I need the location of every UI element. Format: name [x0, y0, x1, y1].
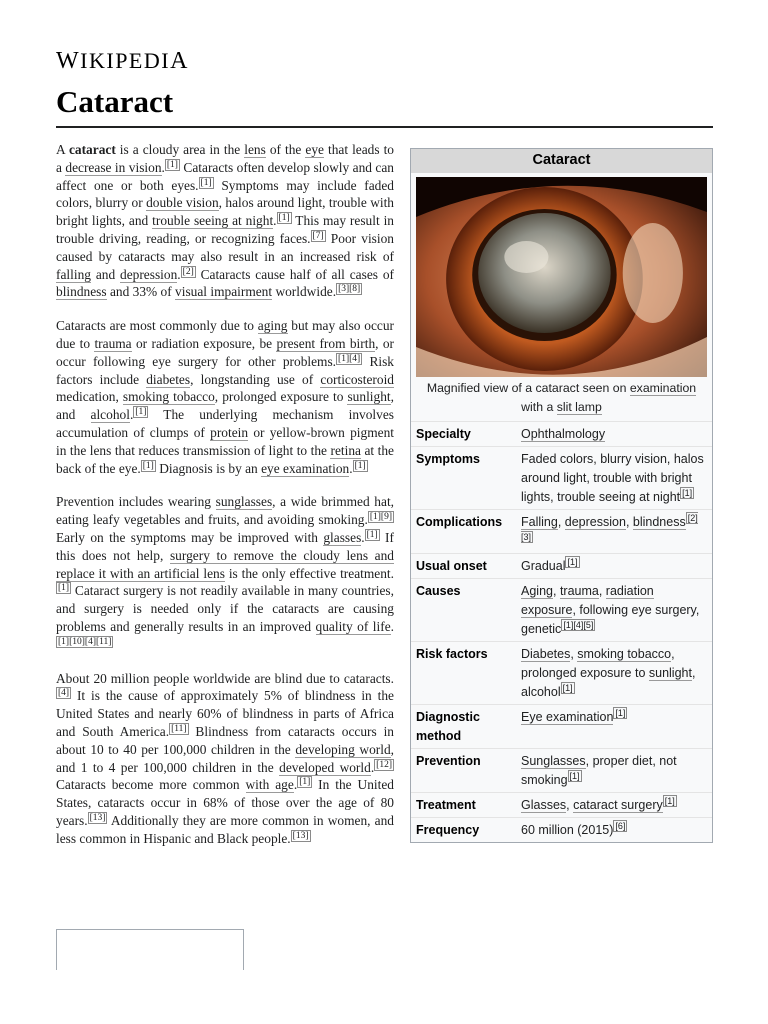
citation-ref[interactable]: [1] — [142, 460, 154, 471]
link-with-age[interactable]: with age — [245, 777, 294, 793]
citation-ref[interactable]: [1] — [562, 683, 573, 693]
text: , a wide brimmed hat, eating leafy vegetables and fruits, and avoiding smoking. — [56, 494, 395, 528]
link-alcohol[interactable]: alcohol — [90, 407, 130, 423]
text: Cataracts cause half of all cases of — [195, 266, 394, 282]
link-diabetes[interactable]: Diabetes — [521, 647, 571, 661]
text: . — [293, 777, 298, 793]
value-text: , following eye surgery, genetic — [521, 603, 700, 636]
text: If this does not help, — [56, 529, 394, 563]
citation-ref[interactable]: [2][3] — [521, 513, 698, 542]
value-separator: , — [598, 584, 606, 598]
value-text: , proper diet, not smoking — [521, 754, 677, 787]
link-depression[interactable]: depression — [564, 515, 626, 529]
text: . — [177, 266, 181, 282]
text: A — [56, 142, 69, 157]
link-blindness[interactable]: blindness — [632, 515, 686, 529]
logo-letter: A — [170, 48, 189, 74]
text: , prolonged exposure to — [214, 389, 348, 405]
citation-ref[interactable]: [1] — [567, 557, 578, 567]
citation-ref[interactable]: [1][9] — [369, 512, 392, 523]
text: . — [390, 618, 394, 634]
link-trauma[interactable]: trauma — [94, 335, 132, 351]
infobox-label: Complications — [416, 515, 503, 529]
infobox-row-treatment — [411, 792, 712, 817]
text: and — [90, 266, 121, 282]
infobox-row-symptoms — [411, 446, 712, 509]
citation-ref[interactable]: [7] — [312, 230, 324, 241]
infobox-value — [521, 752, 708, 790]
link-trouble-seeing-at-night[interactable]: trouble seeing at night — [152, 213, 274, 229]
citation-ref[interactable]: [1] — [135, 407, 147, 418]
link-corticosteroid[interactable]: corticosteroid — [320, 371, 394, 387]
citation-ref[interactable]: [6] — [615, 821, 626, 831]
text: Prevention includes wearing — [56, 494, 216, 510]
citation-ref[interactable]: [1][4] — [338, 353, 361, 364]
value-text: 60 million (2015) — [521, 823, 614, 837]
text: . — [129, 407, 134, 423]
citation-ref[interactable]: [13] — [292, 830, 309, 841]
infobox-label: Symptoms — [416, 452, 480, 466]
link-retina[interactable]: retina — [330, 442, 361, 458]
citation-ref[interactable]: [1] — [166, 159, 178, 170]
text: . — [273, 213, 277, 229]
infobox-label: Specialty — [416, 427, 471, 441]
link-protein[interactable]: protein — [210, 424, 249, 440]
link-glasses[interactable]: Glasses — [521, 798, 567, 812]
caption-text: with a — [521, 400, 557, 414]
link-double-vision[interactable]: double vision — [146, 195, 219, 211]
link-falling[interactable]: Falling — [521, 515, 558, 529]
logo-letter: W — [56, 48, 81, 74]
infobox-label: Usual onset — [416, 559, 487, 573]
link-sunlight[interactable]: sunlight — [648, 666, 692, 680]
link-decrease-in-vision[interactable]: decrease in vision — [65, 159, 162, 175]
link-lens[interactable]: lens — [244, 142, 266, 157]
text: and 33% of — [106, 284, 176, 300]
infobox-value — [521, 708, 708, 746]
text: or yellow-brown pigment in the lens that reduces transmission of light to the — [56, 424, 394, 458]
link-glasses[interactable]: glasses — [323, 529, 362, 545]
link-blindness[interactable]: blindness — [56, 284, 107, 300]
page-title: Cataract — [56, 84, 174, 119]
link-trauma[interactable]: trauma — [559, 584, 599, 598]
text: In the United States, cataracts occur in 68% of those over the age of 80 years. — [56, 777, 394, 828]
text: Symptoms may include faded colors, blurry or — [56, 177, 394, 211]
link-depression[interactable]: depression — [120, 266, 178, 282]
infobox-value — [521, 645, 708, 702]
text: Cataracts are most commonly due to — [56, 318, 258, 334]
link-examination[interactable]: examination — [629, 381, 697, 395]
link-aging[interactable]: aging — [257, 318, 288, 334]
citation-ref[interactable]: [1] — [682, 488, 693, 498]
infobox-label: Risk factors — [416, 647, 488, 661]
infobox — [410, 148, 713, 843]
text: Early on the symptoms may be improved with — [56, 529, 324, 545]
citation-ref[interactable]: [13] — [89, 812, 106, 823]
cataract-eye-image[interactable] — [416, 177, 707, 377]
link-eye-examination[interactable]: eye examination — [261, 460, 350, 476]
link-developing-world[interactable]: developing world — [295, 741, 391, 757]
text: medication, — [56, 389, 123, 405]
link-falling[interactable]: falling — [56, 266, 91, 282]
link-visual-impairment[interactable]: visual impairment — [175, 284, 273, 300]
infobox-row-causes — [411, 578, 712, 641]
infobox-value — [521, 557, 708, 576]
citation-ref[interactable]: [1] — [354, 460, 366, 471]
text: It is the cause of approximately 5% of blindness in the United States and nearly 60% of blindness in parts of Africa and South America. — [56, 688, 394, 739]
link-diabetes[interactable]: diabetes — [146, 371, 191, 387]
link-slit-lamp[interactable]: slit lamp — [556, 400, 602, 414]
value-separator: , — [557, 515, 565, 529]
link-quality-of-life[interactable]: quality of life — [315, 618, 391, 634]
text: , halos around light, trouble with bright lights, and — [56, 195, 395, 229]
text: that leads to a — [56, 142, 395, 175]
text: This may result in trouble driving, reading, or recognizing faces. — [56, 213, 394, 246]
text: . — [361, 529, 365, 545]
text: . — [161, 159, 165, 175]
value-separator: , — [552, 584, 560, 598]
text: Cataracts become more common — [56, 777, 246, 793]
text: Cataract surgery is not readily available in many countries, and surgery is needed only if the cataracts are causing problems and generally results in an improved — [56, 583, 394, 634]
text: but may also occur due to — [56, 318, 394, 351]
link-present-from-birth[interactable]: present from birth — [276, 335, 376, 351]
infobox-row-complications — [411, 509, 712, 553]
text: About 20 million people worldwide are blind due to cataracts. — [56, 670, 394, 686]
text: Diagnosis is by an — [155, 460, 262, 476]
infobox-value — [521, 821, 708, 840]
logo-letters: IKIPEDI — [80, 48, 171, 73]
infobox-label: Frequency — [416, 823, 480, 837]
infobox-row-prevention — [411, 748, 712, 792]
infobox-value — [521, 796, 708, 815]
eye-photo-graphic — [416, 177, 707, 377]
text: . — [349, 460, 353, 476]
citation-ref[interactable]: [1][4][5] — [563, 620, 594, 630]
bold-term: cataract — [68, 142, 116, 157]
infobox-label: Causes — [416, 584, 461, 598]
link-sunlight[interactable]: sunlight — [347, 389, 391, 405]
link-aging[interactable]: Aging — [521, 584, 553, 598]
citation-ref[interactable]: [3][8] — [338, 284, 361, 295]
citation-ref[interactable]: [1][10][4][11] — [58, 636, 112, 647]
infobox-value — [521, 450, 708, 507]
link-eye[interactable]: eye — [305, 142, 324, 157]
link-surgery[interactable]: surgery to remove the cloudy lens and replace it with an artificial lens — [56, 547, 395, 581]
text: Blindness from cataracts occurs in about 10 to 40 per 100,000 children in the — [56, 723, 394, 757]
text: worldwide. — [272, 284, 337, 300]
citation-ref[interactable]: [1] — [664, 796, 675, 806]
citation-ref[interactable]: [1] — [366, 529, 378, 540]
text: The underlying mechanism involves accumulation of clumps of — [56, 407, 395, 440]
infobox-value — [521, 513, 708, 551]
text: Cataracts often develop slowly and can affect one or both eyes. — [56, 159, 394, 193]
value-text: Gradual — [521, 559, 566, 573]
link-cataract-surgery[interactable]: cataract surgery — [573, 798, 663, 812]
citation-ref[interactable]: [1] — [58, 583, 70, 594]
value-text: , prolonged exposure to — [521, 647, 675, 680]
citation-ref[interactable]: [1] — [299, 777, 311, 788]
citation-ref[interactable]: [2] — [182, 266, 194, 277]
link-sunglasses[interactable]: sunglasses — [215, 494, 273, 510]
text: of the — [265, 142, 306, 157]
text: is a cloudy area in the — [115, 142, 245, 157]
infobox-value — [521, 582, 708, 639]
title-divider — [56, 126, 713, 128]
text: , or occur following eye surgery for other problems. — [56, 335, 394, 369]
link-eye-examination[interactable]: Eye examination — [521, 710, 614, 724]
citation-ref[interactable]: [1] — [569, 771, 580, 781]
citation-ref[interactable]: [4] — [58, 688, 70, 699]
infobox-label: Prevention — [416, 754, 481, 768]
text: . — [370, 759, 375, 775]
citation-ref[interactable]: [1] — [200, 177, 212, 188]
link-sunglasses[interactable]: Sunglasses — [521, 754, 586, 768]
infobox-row-frequency — [411, 817, 712, 842]
link-developed-world[interactable]: developed world — [279, 759, 371, 775]
text: Poor vision caused by cataracts may also result in an increased risk of — [56, 230, 395, 264]
value-text: Faded colors, blurry vision, halos around light, trouble with bright lights, trouble seeing at night — [521, 452, 704, 504]
citation-ref[interactable]: [12] — [376, 759, 392, 770]
text: Additionally they are more common in women, and less common in Hispanic and Black people. — [56, 812, 394, 846]
link-ophthalmology[interactable]: Ophthalmology — [521, 427, 606, 441]
text: is the only effective treatment. — [224, 565, 394, 581]
value-text: , alcohol — [521, 666, 696, 699]
infobox-image-caption — [411, 377, 712, 421]
citation-ref[interactable]: [1] — [278, 213, 290, 224]
infobox-title: Cataract — [411, 149, 712, 173]
infobox-label: Diagnostic method — [416, 710, 480, 743]
link-smoking-tobacco[interactable]: smoking tobacco — [122, 389, 215, 405]
citation-ref[interactable]: [1] — [615, 708, 626, 718]
infobox-row-diagnostic-method — [411, 704, 712, 748]
infobox-value — [521, 425, 708, 444]
value-separator: , — [625, 515, 633, 529]
link-smoking-tobacco[interactable]: smoking tobacco — [577, 647, 672, 661]
text: at the back of the eye. — [56, 442, 394, 476]
value-separator: , — [570, 647, 578, 661]
infobox-row-specialty — [411, 421, 712, 446]
infobox-row-risk-factors — [411, 641, 712, 704]
contents-box[interactable] — [56, 929, 244, 970]
text: or radiation exposure, be — [131, 335, 277, 351]
value-separator: , — [566, 798, 574, 812]
infobox-label: Treatment — [416, 798, 476, 812]
text: , and — [56, 389, 394, 423]
wikipedia-logo[interactable] — [56, 48, 189, 75]
article-body — [56, 141, 713, 863]
caption-text: Magnified view of a cataract seen on — [426, 381, 630, 395]
text: , and 1 to 4 per 100,000 children in the — [56, 741, 394, 775]
text: , longstanding use of — [190, 371, 321, 387]
text: Risk factors include — [56, 353, 394, 387]
citation-ref[interactable]: [11] — [171, 723, 187, 734]
link-radiation-exposure[interactable]: radiation exposure — [521, 584, 654, 617]
infobox-row-usual-onset — [411, 553, 712, 578]
